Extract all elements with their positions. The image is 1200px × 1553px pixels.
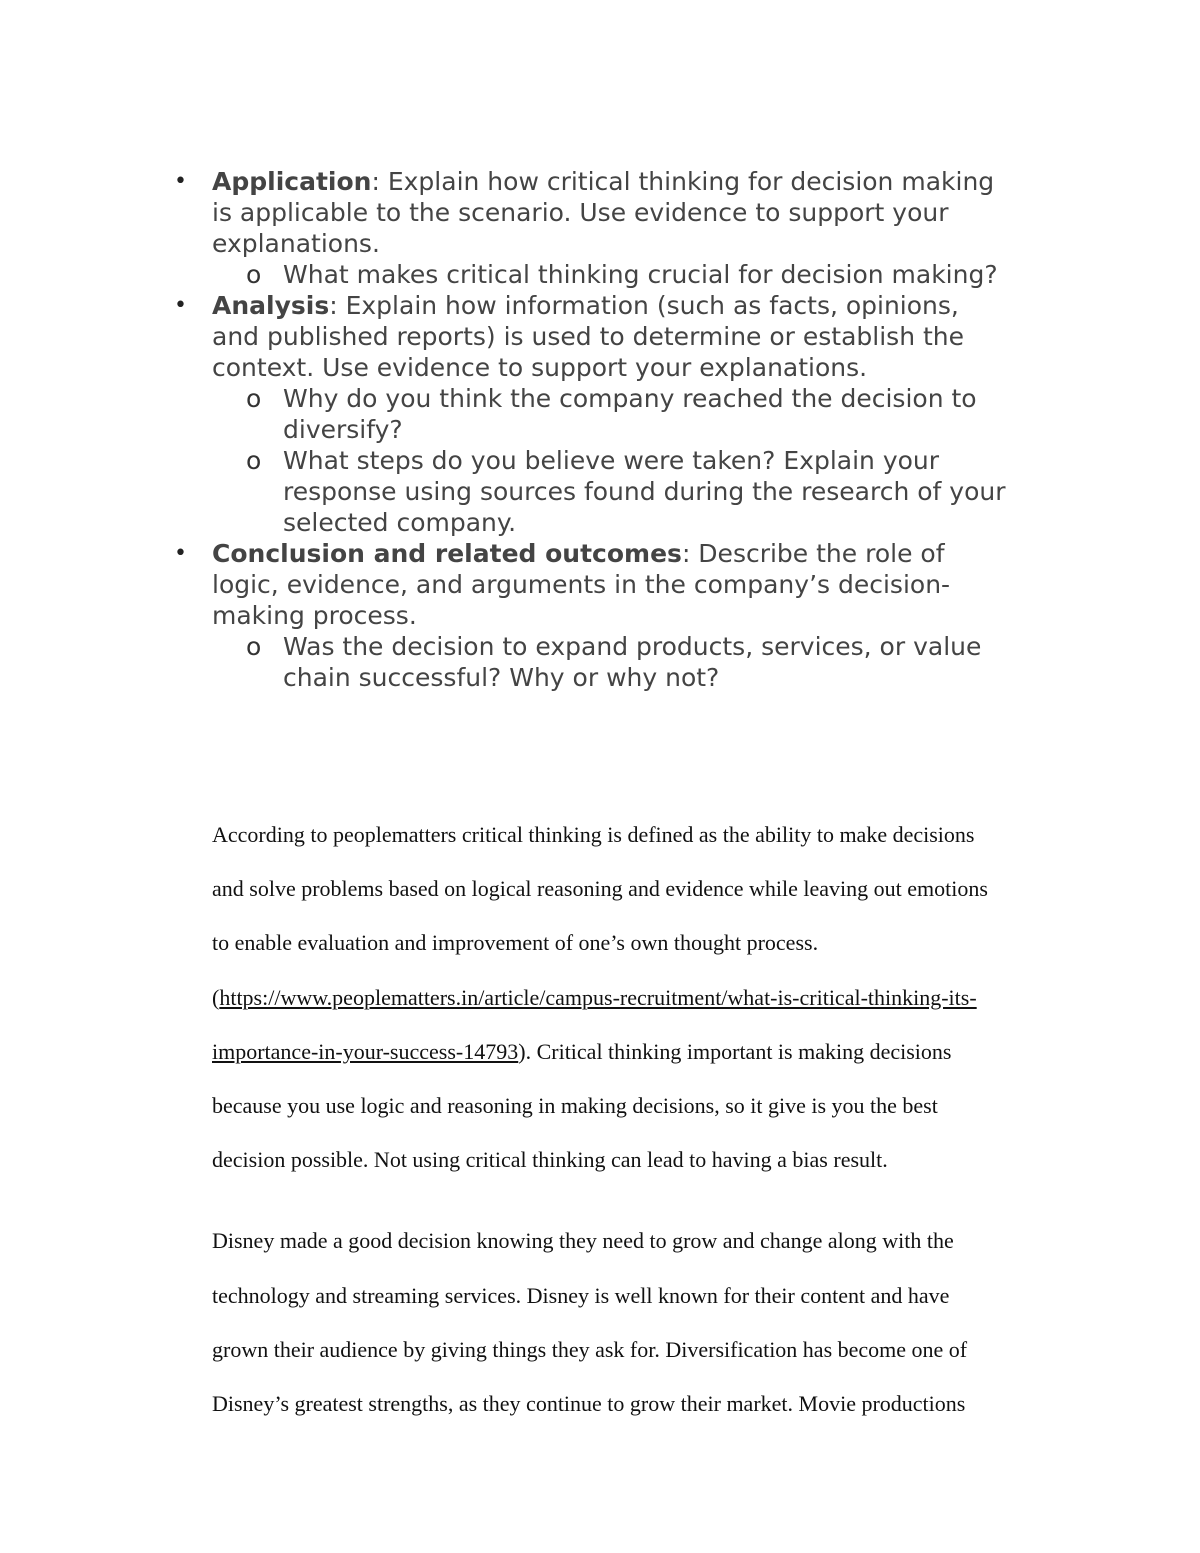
bullet-icon: • [174, 169, 187, 194]
rubric-item-text [212, 166, 1070, 197]
rubric-subitem-line: Why do you think the company reached the decision to [283, 384, 977, 413]
rubric-subitem-line: What makes critical thinking crucial for decision making? [283, 260, 998, 289]
paragraph-line: technology and streaming services. Disney is well known for their content and have [212, 1282, 950, 1308]
source-link[interactable]: https://www.peoplematters.in/article/campus-recruitment/what-is-critical-thinking-its- [219, 984, 977, 1010]
sub-bullet-icon: o [246, 632, 262, 661]
rubric-subitem-line: diversify? [283, 415, 403, 444]
paragraph-disney [212, 1214, 1072, 1431]
paragraph-line [212, 1025, 1072, 1079]
paragraph-line [212, 971, 1072, 1025]
rubric-text-line: context. Use evidence to support your explanations. [212, 353, 868, 382]
assignment-rubric-list [170, 166, 1070, 693]
paragraph-line: grown their audience by giving things they ask for. Diversification has become one of [212, 1336, 968, 1362]
rubric-subitem [170, 383, 1070, 445]
sub-bullet-icon: o [246, 384, 262, 413]
rubric-text-line: : Explain how information (such as facts, opinions, [329, 291, 959, 320]
rubric-text-line: and published reports) is used to determine or establish the [212, 322, 965, 351]
paragraph-critical-thinking [212, 808, 1072, 1187]
rubric-text-line: logic, evidence, and arguments in the company’s decision- [212, 570, 951, 599]
rubric-subitem [170, 445, 1070, 538]
paragraph-line: decision possible. Not using critical thinking can lead to having a bias result. [212, 1147, 888, 1173]
rubric-subitem [170, 259, 1070, 290]
rubric-subitem-line: Was the decision to expand products, services, or value [283, 632, 982, 661]
rubric-item-text [212, 538, 1070, 569]
essay-body [212, 808, 1072, 1431]
rubric-subitem-line: response using sources found during the research of your [283, 477, 1006, 506]
paragraph-line: Disney’s greatest strengths, as they continue to grow their market. Movie productions [212, 1391, 966, 1417]
paragraph-line: to enable evaluation and improvement of one’s own thought process. [212, 930, 819, 956]
rubric-item-conclusion [170, 538, 1070, 631]
rubric-subitem-line: chain successful? Why or why not? [283, 663, 720, 692]
bullet-icon: • [174, 541, 187, 566]
source-link[interactable]: importance-in-your-success-14793 [212, 1038, 519, 1064]
bullet-icon: • [174, 293, 187, 318]
rubric-subitem-line: What steps do you believe were taken? Explain your [283, 446, 940, 475]
sub-bullet-icon: o [246, 446, 262, 475]
rubric-text-line: making process. [212, 601, 417, 630]
rubric-subitem [170, 631, 1070, 693]
paragraph-line: According to peoplematters critical thinking is defined as the ability to make decisions [212, 822, 975, 847]
rubric-text-line: : Explain how critical thinking for decision making [371, 167, 995, 196]
rubric-subitem-line: selected company. [283, 508, 517, 537]
rubric-text-line: is applicable to the scenario. Use evidence to support your [212, 198, 949, 227]
rubric-item-text [212, 290, 1070, 321]
rubric-item-analysis [170, 290, 1070, 383]
rubric-text-line: : Describe the role of [681, 539, 945, 568]
paragraph-line: because you use logic and reasoning in making decisions, so it give is you the best [212, 1093, 938, 1119]
paragraph-text: ). Critical thinking important is making decisions [518, 1038, 952, 1064]
paragraph-line: Disney made a good decision knowing they need to grow and change along with the [212, 1228, 954, 1254]
rubric-term: Application [212, 167, 372, 196]
rubric-term: Conclusion and related outcomes [212, 539, 682, 568]
open-paren: ( [212, 984, 220, 1010]
sub-bullet-icon: o [246, 260, 262, 289]
paragraph-line: and solve problems based on logical reasoning and evidence while leaving out emotions [212, 876, 988, 902]
rubric-term: Analysis [212, 291, 330, 320]
rubric-text-line: explanations. [212, 229, 380, 258]
rubric-item-application [170, 166, 1070, 259]
